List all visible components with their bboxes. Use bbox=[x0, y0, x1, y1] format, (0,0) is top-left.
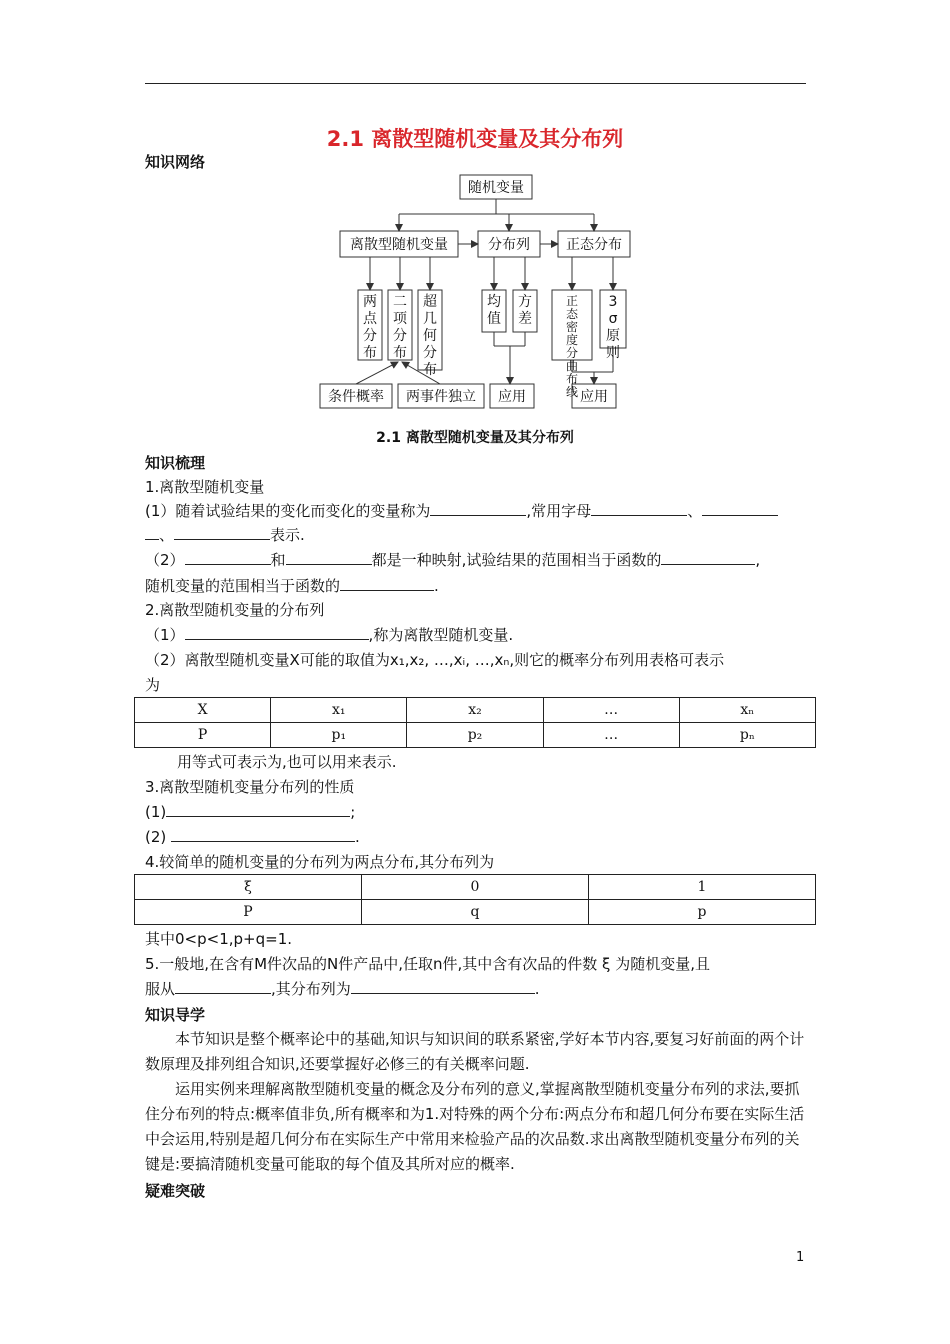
blank-field[interactable] bbox=[185, 625, 369, 640]
diagram-label-3sigma: σ bbox=[608, 311, 618, 327]
table-cell: p₂ bbox=[407, 723, 543, 748]
blank-field[interactable] bbox=[145, 525, 159, 540]
diagram-label-two-point: 点 bbox=[363, 311, 377, 327]
table-cell: X bbox=[135, 698, 271, 723]
diagram-label-binomial: 项 bbox=[393, 311, 407, 327]
s1-line3-text-c: 都是一种映射,试验结果的范围相当于函数的 bbox=[371, 551, 662, 569]
s1-line3-text-a: （2） bbox=[145, 551, 185, 569]
distribution-table-two-point bbox=[134, 874, 816, 925]
s3-line1 bbox=[145, 802, 355, 822]
table-cell: ξ bbox=[135, 875, 362, 900]
diagram-label-two-point: 分 bbox=[363, 328, 377, 344]
s2-line1 bbox=[145, 625, 513, 645]
diagram-label-distribution: 分布列 bbox=[488, 237, 530, 253]
diagram-label-binomial: 分 bbox=[393, 328, 407, 344]
diagram-label-conditional: 条件概率 bbox=[328, 389, 384, 405]
s5-line2 bbox=[145, 979, 540, 999]
diagram-label-density: 度 bbox=[565, 333, 579, 347]
diagram-label-normal: 正态分布 bbox=[566, 237, 622, 253]
table-cell: p₁ bbox=[271, 723, 407, 748]
diagram-label-density: 正 bbox=[565, 294, 579, 308]
s3-line2-text-b: . bbox=[355, 828, 360, 846]
blank-field[interactable] bbox=[174, 525, 270, 540]
s1-line1-text-a: (1）随着试验结果的变化而变化的变量称为 bbox=[145, 502, 431, 520]
blank-field[interactable] bbox=[166, 802, 350, 817]
table-cell: p bbox=[588, 900, 815, 925]
table-cell: … bbox=[543, 723, 679, 748]
s1-line3-text-d: , bbox=[755, 551, 761, 569]
s1-line3 bbox=[145, 550, 760, 570]
s1-line4-text-a: 随机变量的范围相当于函数的 bbox=[145, 577, 341, 595]
diagram-label-two-point: 布 bbox=[363, 345, 377, 361]
diagram-label-3sigma: 原 bbox=[606, 328, 620, 344]
diagram-label-density: 曲 bbox=[565, 359, 579, 373]
page-title: 2.1 离散型随机变量及其分布列 bbox=[326, 127, 624, 151]
guide-paragraph-2: 运用实例来理解离散型随机变量的概念及分布列的意义,掌握离散型随机变量分布列的求法,要抓住分布列的特点:概率值非负,所有概率和为1.对特殊的两个分布:两点分布和超几何分布要在实际生活中会运用,特别是超几何分布在实际生产中常用来检验产品的次品数.求出离散型随机变量分布列的关键是:要搞清随机变量可能取的每个值及其所对应的概率. bbox=[145, 1080, 805, 1173]
page-number: 1 bbox=[796, 1250, 805, 1265]
s4-title: 4.较简单的随机变量的分布列为两点分布,其分布列为 bbox=[145, 853, 495, 871]
s3-line2 bbox=[145, 827, 360, 847]
diagram-label-binomial: 布 bbox=[393, 345, 407, 361]
diagram-label-discrete: 离散型随机变量 bbox=[350, 237, 448, 253]
diagram-label-app2: 应用 bbox=[580, 389, 608, 405]
s1-line1-text-c: 、 bbox=[687, 502, 703, 520]
diagram-caption: 2.1 离散型随机变量及其分布列 bbox=[376, 430, 574, 446]
s5-line1: 5.一般地,在含有M件次品的N件产品中,任取n件,其中含有次品的件数 ξ 为随机变量,且 bbox=[145, 955, 710, 973]
blank-field[interactable] bbox=[340, 576, 434, 591]
blank-field[interactable] bbox=[185, 550, 271, 565]
table-cell: q bbox=[362, 900, 589, 925]
s1-line3-text-b: 和 bbox=[270, 551, 286, 569]
diagram-label-density: 线 bbox=[565, 385, 579, 399]
diagram-label-3sigma: 则 bbox=[606, 345, 620, 361]
table-row bbox=[135, 875, 816, 900]
table-row bbox=[135, 723, 816, 748]
section-heading-network: 知识网络 bbox=[145, 153, 206, 171]
s4-after-text: 其中0<p<1,p+q=1. bbox=[145, 930, 293, 948]
s1-line2-text-a: 、 bbox=[159, 526, 175, 544]
s1-line1-text-b: ,常用字母 bbox=[526, 502, 592, 520]
s3-line2-text-a: (2) bbox=[145, 828, 172, 846]
s1-line4-text-b: . bbox=[434, 577, 439, 595]
diagram-label-density: 布 bbox=[565, 372, 579, 386]
table-row bbox=[135, 900, 816, 925]
diagram-label-hypergeometric: 布 bbox=[423, 362, 437, 378]
diagram-label-hypergeometric: 几 bbox=[423, 311, 437, 327]
diagram-label-density: 密 bbox=[565, 320, 579, 334]
blank-field[interactable] bbox=[661, 550, 755, 565]
s1-line1 bbox=[145, 501, 778, 521]
section-heading-difficulty: 疑难突破 bbox=[145, 1182, 206, 1200]
table-cell: xₙ bbox=[679, 698, 815, 723]
blank-field[interactable] bbox=[591, 501, 687, 516]
table-cell: … bbox=[543, 698, 679, 723]
diagram-label-3sigma: 3 bbox=[608, 294, 618, 310]
table-row bbox=[135, 698, 816, 723]
diagram-label-root: 随机变量 bbox=[468, 180, 524, 196]
table-cell: P bbox=[135, 900, 362, 925]
s1-line4 bbox=[145, 576, 439, 596]
s2-after-text: 用等式可表示为,也可以用来表示. bbox=[177, 753, 397, 771]
diagram-label-density: 态 bbox=[565, 307, 579, 321]
blank-field[interactable] bbox=[430, 501, 526, 516]
diagram-label-independent: 两事件独立 bbox=[406, 389, 476, 405]
s5-line2-text-b: ,其分布列为 bbox=[271, 980, 351, 998]
blank-field[interactable] bbox=[351, 979, 535, 994]
table-cell: pₙ bbox=[679, 723, 815, 748]
diagram-label-hypergeometric: 何 bbox=[423, 328, 437, 344]
blank-field[interactable] bbox=[175, 979, 271, 994]
distribution-table-general bbox=[134, 697, 816, 748]
s2-title: 2.离散型随机变量的分布列 bbox=[145, 601, 325, 619]
diagram-label-hypergeometric: 分 bbox=[423, 345, 437, 361]
knowledge-network-diagram bbox=[0, 0, 950, 420]
s2-line1-text-b: ,称为离散型随机变量. bbox=[368, 626, 514, 644]
s1-line2 bbox=[145, 525, 305, 545]
diagram-label-hypergeometric: 超 bbox=[423, 294, 437, 310]
s2-line2: （2）离散型随机变量X可能的取值为x₁,x₂, …,xᵢ, …,xₙ,则它的概率分布列用表格可表示 bbox=[145, 651, 725, 669]
blank-field[interactable] bbox=[702, 501, 778, 516]
s2-line1-text-a: （1） bbox=[145, 626, 185, 644]
s1-line2-text-b: 表示. bbox=[270, 526, 305, 544]
s2-line3: 为 bbox=[145, 676, 161, 694]
guide-paragraph-1: 本节知识是整个概率论中的基础,知识与知识间的联系紧密,学好本节内容,要复习好前面的两个计数原理及排列组合知识,还要掌握好必修三的有关概率问题. bbox=[145, 1030, 805, 1073]
table-cell: 0 bbox=[362, 875, 589, 900]
diagram-label-mean: 值 bbox=[487, 311, 501, 327]
s1-title: 1.离散型随机变量 bbox=[145, 478, 265, 496]
s3-line1-text-b: ; bbox=[350, 803, 356, 821]
diagram-label-variance: 差 bbox=[518, 311, 532, 327]
blank-field[interactable] bbox=[286, 550, 372, 565]
diagram-label-mean: 均 bbox=[487, 294, 501, 310]
diagram-label-density: 分 bbox=[565, 346, 579, 360]
diagram-label-two-point: 两 bbox=[363, 294, 377, 310]
s5-line2-text-c: . bbox=[534, 980, 540, 998]
table-cell: 1 bbox=[588, 875, 815, 900]
s3-title: 3.离散型随机变量分布列的性质 bbox=[145, 778, 355, 796]
blank-field[interactable] bbox=[171, 827, 355, 842]
table-cell: x₂ bbox=[407, 698, 543, 723]
table-cell: P bbox=[135, 723, 271, 748]
s3-line1-text-a: (1) bbox=[145, 803, 167, 821]
diagram-label-app1: 应用 bbox=[498, 389, 526, 405]
diagram-label-variance: 方 bbox=[518, 294, 532, 310]
table-cell: x₁ bbox=[271, 698, 407, 723]
diagram-label-binomial: 二 bbox=[393, 294, 407, 310]
s5-line2-text-a: 服从 bbox=[145, 980, 176, 998]
section-heading-review: 知识梳理 bbox=[145, 454, 206, 472]
section-heading-guide: 知识导学 bbox=[145, 1006, 206, 1024]
